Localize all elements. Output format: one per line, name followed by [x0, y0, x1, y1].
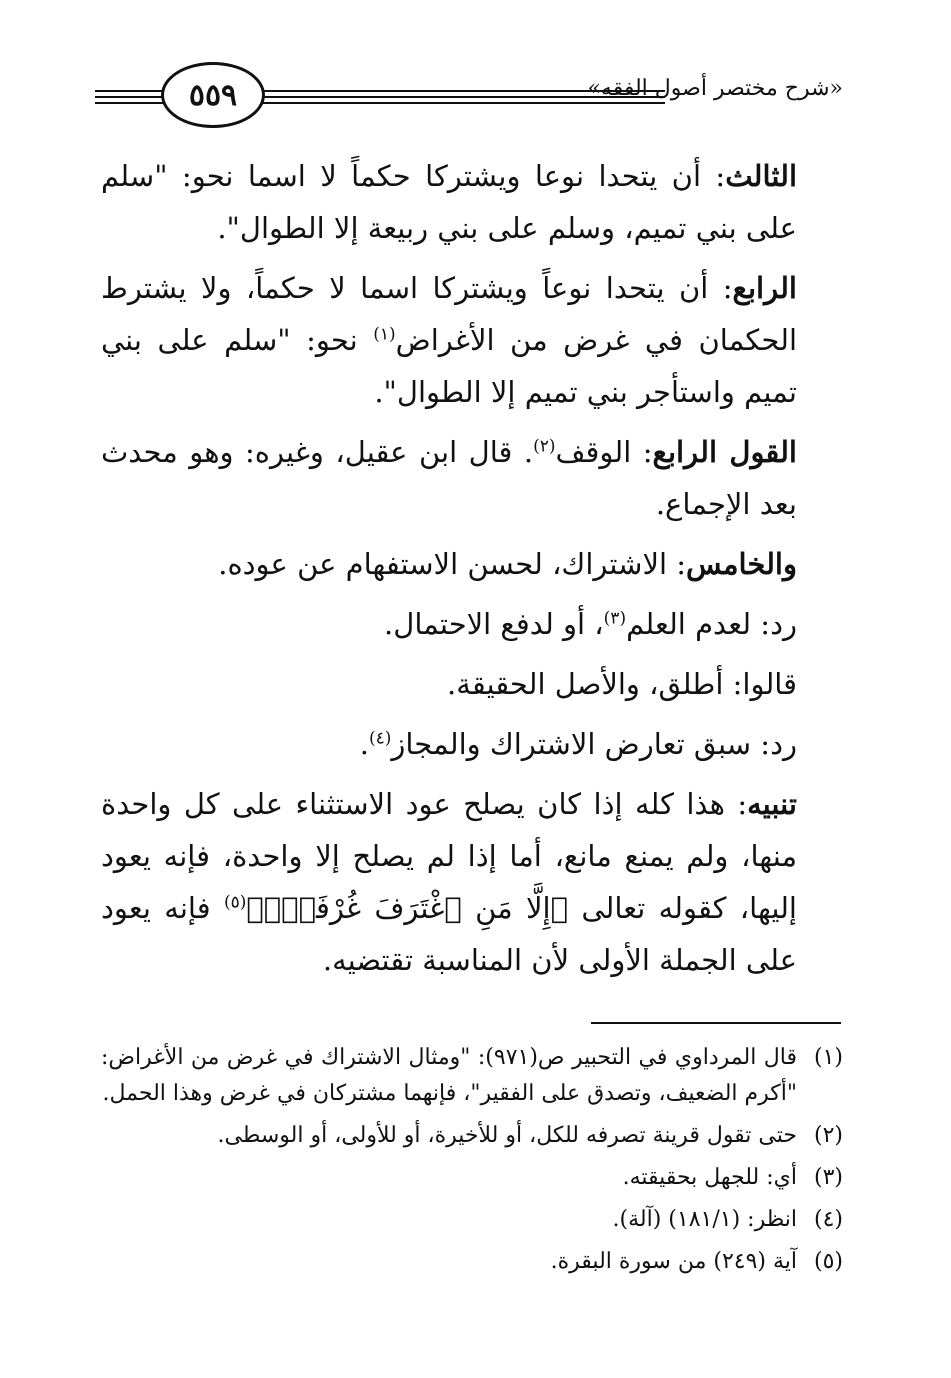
paragraph-text: ، أو لدفع الاحتمال. [384, 607, 604, 641]
page-header [95, 42, 843, 132]
paragraph-text: : أن يتحدا نوعاً ويشتركا اسما لا حكماً، ولا يشترط الحكمان في غرض من الأغراض [101, 271, 798, 357]
header-rule [263, 102, 665, 104]
paragraph-text: : هذا كله إذا كان يصلح عود الاستثناء على كل واحدة منها، ولم يمنع مانع، أما إذا لم يصلح إلا واحدة، فإنه يعود إليها، كقوله تعالى ﴿إِلَّا مَنِ ٱغْتَرَفَ غُرْفَةًۢ﴾ [101, 787, 797, 925]
paragraph-term: القول الرابع [652, 435, 797, 469]
footnote-number: (٥) [813, 1249, 843, 1274]
footnote-text: حتى تقول قرينة تصرفه للكل، أو للأخيرة، أو للأولى، أو الوسطى. [217, 1123, 797, 1148]
paragraph-text: فإنه يعود على الجملة الأولى لأن المناسبة تقتضيه. [101, 891, 797, 977]
page-number-oval [161, 62, 265, 128]
header-rule [95, 102, 163, 104]
paragraph-text: رد: لعدم العلم [626, 607, 797, 641]
footnote-text: آية (٢٤٩) من سورة البقرة. [550, 1249, 797, 1274]
footnote [101, 1202, 843, 1238]
paragraph-text: قالوا: أطلق، والأصل الحقيقة. [447, 667, 797, 701]
footnote [101, 1118, 843, 1154]
footnote-ref[interactable]: (٤) [368, 728, 392, 749]
paragraph [101, 778, 843, 986]
footnote-text: أي: للجهل بحقيقته. [622, 1165, 797, 1190]
footnote [101, 1040, 843, 1112]
footnote-ref[interactable]: (٣) [603, 608, 627, 629]
paragraph-term: والخامس [686, 547, 797, 581]
paragraph-text: نحو: "سلم على بني تميم واستأجر بني تميم إلا الطوال". [101, 323, 797, 409]
header-rule [95, 90, 163, 92]
paragraph [101, 658, 843, 710]
footnote [101, 1244, 843, 1280]
footnotes [101, 1040, 843, 1286]
header-rule [95, 96, 163, 98]
running-title: «شرح مختصر أصول الفقه» [587, 76, 843, 101]
paragraph-text: . [359, 727, 369, 761]
main-text [101, 150, 843, 994]
paragraph-text: رد: سبق تعارض الاشتراك والمجاز [391, 727, 797, 761]
paragraph-term: الثالث [725, 159, 797, 193]
paragraph-term: تنبيه [747, 787, 797, 821]
footnote-number: (٣) [813, 1165, 843, 1190]
footnote-separator [591, 1022, 841, 1024]
paragraph [101, 426, 843, 530]
paragraph-text: : الاشتراك، لحسن الاستفهام عن عوده. [218, 547, 687, 581]
paragraph [101, 150, 843, 254]
paragraph [101, 538, 843, 590]
paragraph [101, 598, 843, 650]
paragraph [101, 262, 843, 418]
footnote [101, 1160, 843, 1196]
paragraph-term: الرابع [732, 271, 797, 305]
paragraph-text: : الوقف [555, 435, 653, 469]
footnote-text: انظر: (١٨١/١) (آلة). [612, 1207, 797, 1232]
paragraph-text: . قال ابن عقيل، وغيره: وهو محدث بعد الإجماع. [101, 435, 797, 521]
footnote-number: (٢) [813, 1123, 843, 1148]
footnote-text: قال المرداوي في التحبير ص(٩٧١): "ومثال الاشتراك في غرض من الأغراض: "أكرم الضعيف، وتصدق على الفقير"، فإنهما مشتركان في غرض وهذا الحمل. [101, 1045, 797, 1106]
paragraph-text: : أن يتحدا نوعا ويشتركا حكماً لا اسما نحو: "سلم على بني تميم، وسلم على بني ربيعة إلا الطوال". [101, 159, 797, 245]
footnote-number: (٤) [813, 1207, 843, 1232]
page-number: ٥٥٩ [188, 77, 238, 113]
footnote-ref[interactable]: (٢) [533, 436, 556, 457]
paragraph [101, 718, 843, 770]
footnote-ref[interactable]: (٥) [223, 892, 247, 913]
footnote-ref[interactable]: (١) [373, 324, 396, 345]
footnote-number: (١) [813, 1045, 843, 1070]
